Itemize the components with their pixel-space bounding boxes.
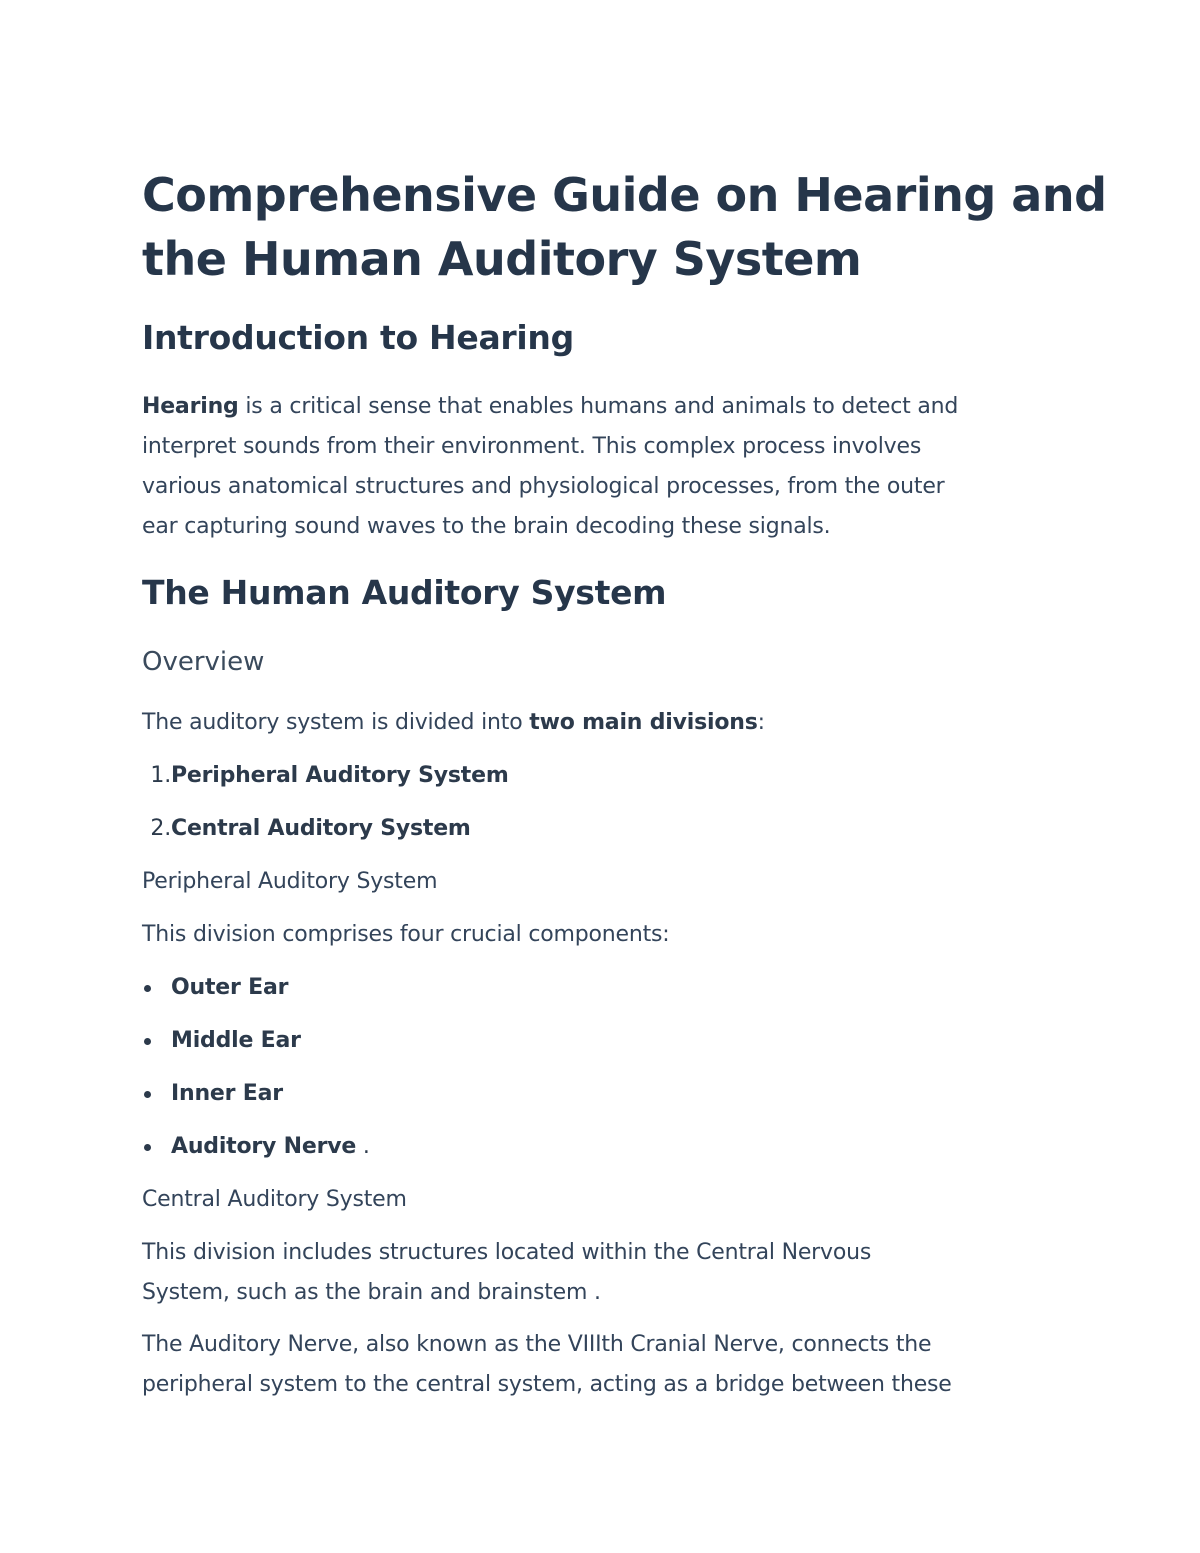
intro-line-2: interpret sounds from their environment. This complex process involves xyxy=(142,434,922,459)
intro-paragraph xyxy=(142,387,958,547)
component-label-4-suffix: . xyxy=(356,1134,370,1159)
bullet-icon xyxy=(144,1144,151,1151)
division-item-2 xyxy=(142,812,471,846)
central-line-1: This division includes structures located within the Central Nervous xyxy=(142,1240,872,1265)
division-number-1: 1. xyxy=(150,763,171,788)
intro-heading: Introduction to Hearing xyxy=(142,318,574,357)
intro-line-3: various anatomical structures and physiological processes, from the outer xyxy=(142,474,945,499)
divided-sentence xyxy=(142,706,765,740)
bullet-icon xyxy=(144,985,151,992)
peripheral-heading: Peripheral Auditory System xyxy=(142,869,438,894)
component-label-4 xyxy=(171,1130,370,1164)
central-paragraph xyxy=(142,1233,871,1313)
title-line-1: Comprehensive Guide on Hearing and xyxy=(142,168,1107,222)
intro-line-1 xyxy=(142,387,958,427)
component-label-1: Outer Ear xyxy=(171,975,289,1000)
division-label-2: Central Auditory System xyxy=(171,816,471,841)
divided-prefix: The auditory system is divided into xyxy=(142,710,530,735)
component-label-4-text: Auditory Nerve xyxy=(171,1134,357,1159)
component-label-2: Middle Ear xyxy=(171,1028,301,1053)
document-title xyxy=(142,163,1107,291)
intro-line-4: ear capturing sound waves to the brain decoding these signals. xyxy=(142,514,831,539)
bullet-icon xyxy=(144,1038,151,1045)
peripheral-intro: This division comprises four crucial components: xyxy=(142,922,670,947)
central-line-2: System, such as the brain and brainstem . xyxy=(142,1280,601,1305)
nerve-line-1: The Auditory Nerve, also known as the VIIIth Cranial Nerve, connects the xyxy=(142,1332,932,1357)
division-item-1 xyxy=(142,759,509,793)
auditory-system-heading: The Human Auditory System xyxy=(142,573,667,612)
nerve-line-2: peripheral system to the central system, acting as a bridge between these xyxy=(142,1372,952,1397)
intro-bold-term: Hearing xyxy=(142,394,239,419)
division-label-1: Peripheral Auditory System xyxy=(171,763,509,788)
division-number-2: 2. xyxy=(150,816,171,841)
divided-suffix: : xyxy=(757,710,765,735)
component-label-3: Inner Ear xyxy=(171,1081,283,1106)
divided-bold: two main divisions xyxy=(529,710,758,735)
overview-heading: Overview xyxy=(142,647,265,677)
central-heading: Central Auditory System xyxy=(142,1187,407,1212)
intro-line-1-rest: is a critical sense that enables humans and animals to detect and xyxy=(238,394,959,419)
title-line-2: the Human Auditory System xyxy=(142,232,862,286)
bullet-icon xyxy=(144,1091,151,1098)
nerve-paragraph xyxy=(142,1325,952,1405)
